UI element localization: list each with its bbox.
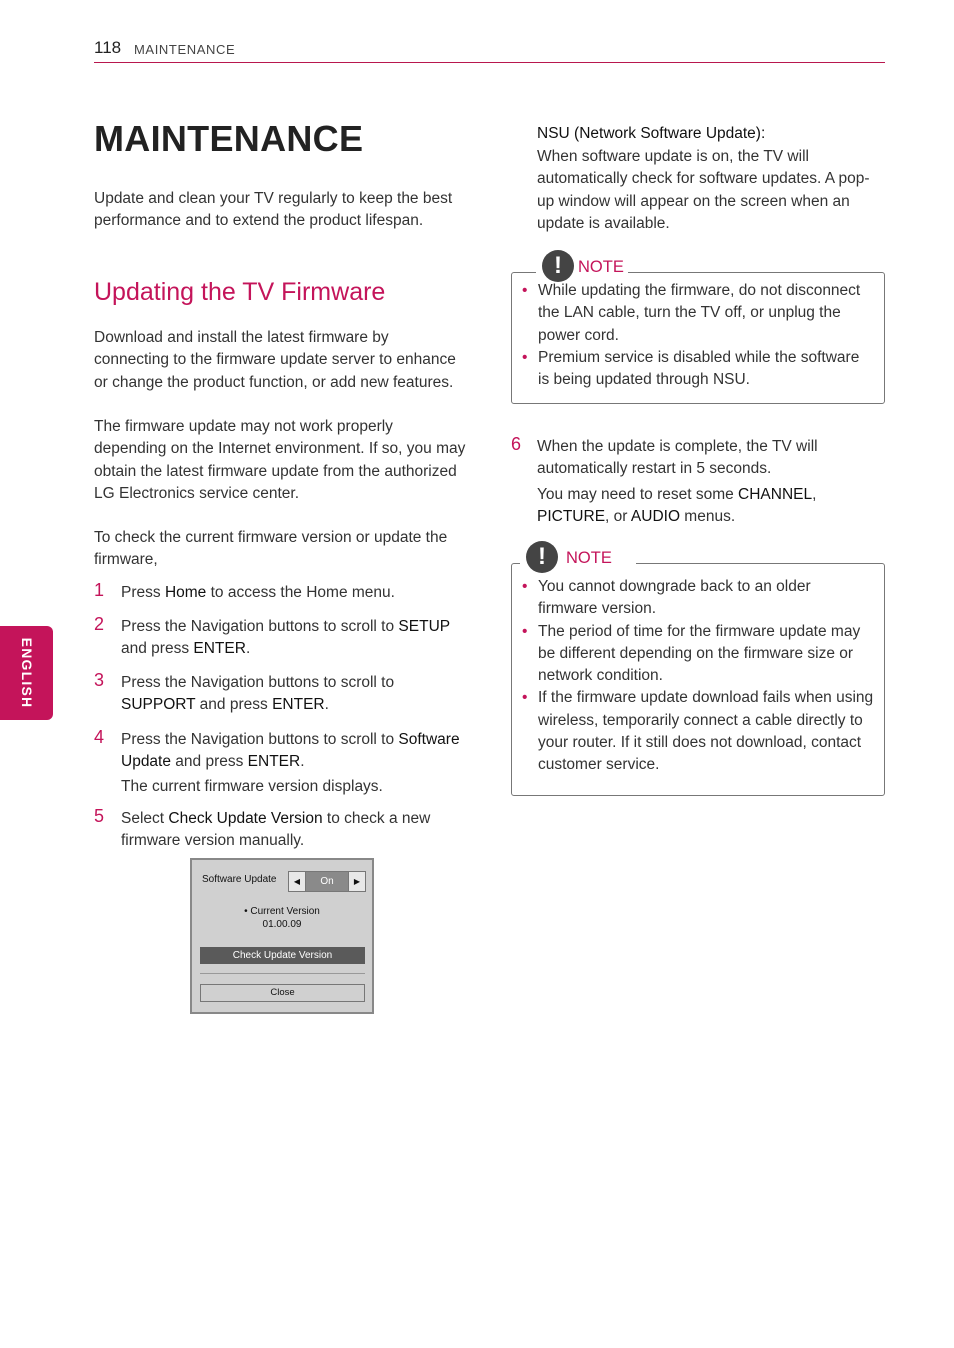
paragraph-network: The firmware update may not work properly depending on the Internet environment. If so, you may obtain the latest firmware update from the authorized LG Electronics service center. <box>94 418 466 502</box>
step-extra-text: The current firmware version displays. <box>121 777 383 795</box>
step-number: 3 <box>94 670 105 690</box>
step-text: When the update is complete, the TV will automatically restart in 5 seconds. <box>537 438 818 478</box>
language-tab-label: ENGLISH <box>18 637 35 709</box>
check-update-version-button[interactable]: Check Update Version <box>200 947 365 964</box>
note-box-2 <box>511 543 885 796</box>
bullet-icon: • <box>522 282 528 299</box>
key-enter: ENTER <box>272 696 325 714</box>
step-text: Press the Navigation buttons to scroll to SUPPORT and press ENTER. <box>121 674 395 714</box>
menu-support: SUPPORT <box>121 696 196 714</box>
header-section-title: MAINTENANCE <box>134 42 236 57</box>
bullet-icon: • <box>522 622 528 640</box>
step-6 <box>511 436 881 528</box>
bullet-icon: • <box>522 578 528 595</box>
dialog-label: Software Update <box>202 874 277 885</box>
note-item: • While updating the firmware, do not disconnect the LAN cable, turn the TV off, or unplug the power cord. <box>522 282 861 344</box>
menu-audio: AUDIO <box>630 507 680 525</box>
note-item: • Premium service is disabled while the software is being updated through NSU. <box>522 348 860 389</box>
note-header <box>520 541 636 575</box>
menu-channel: CHANNEL <box>738 485 813 503</box>
step-text: Press Home to access the Home menu. <box>121 584 395 601</box>
step-3 <box>94 672 464 717</box>
step-reset-text: You may need to reset some CHANNEL, PICTURE, or AUDIO menus. <box>537 485 817 525</box>
nsu-description: When software update is on, the TV will automatically check for software updates. A pop-up window will appear on the screen when an update is available. <box>537 148 870 232</box>
page-title: MAINTENANCE <box>94 118 364 159</box>
arrow-right-icon[interactable]: ▶ <box>348 872 365 891</box>
paragraph-download: Download and install the latest firmware by connecting to the firmware update server to enhance or change the product function, or add new features. <box>94 329 456 391</box>
step-text: Select Check Update Version to check a new firmware version manually. <box>121 810 431 850</box>
current-version-value: 01.00.09 <box>262 919 302 930</box>
menu-setup: SETUP <box>398 618 450 635</box>
key-home: Home <box>164 584 207 601</box>
key-enter: ENTER <box>193 640 246 658</box>
note-item: • If the firmware update download fails when using wireless, temporarily connect a cable directly to your router. If it still does not download, contact customer service. <box>522 689 874 774</box>
menu-software-update: Software Update <box>121 731 460 771</box>
bullet-icon: • <box>522 689 528 707</box>
language-tab <box>0 626 53 720</box>
key-enter: ENTER <box>247 753 301 771</box>
step-5 <box>94 808 464 853</box>
note-label: NOTE <box>578 258 624 276</box>
step-2 <box>94 616 464 661</box>
step-number: 1 <box>94 580 105 600</box>
step-number: 5 <box>94 806 105 826</box>
page-number: 118 <box>94 38 122 57</box>
current-version-label: • Current Version <box>244 906 320 917</box>
exclamation-circle-icon: ! <box>526 541 558 573</box>
paragraph-check-version: To check the current firmware version or update the firmware, <box>94 529 448 569</box>
note-item: • The period of time for the firmware update may be different depending on the firmware size or network condition. <box>522 622 861 685</box>
software-update-dialog <box>190 858 374 1014</box>
note-box-1 <box>511 252 885 404</box>
exclamation-circle-icon: ! <box>542 250 574 282</box>
nsu-title: NSU (Network Software Update): <box>537 125 766 142</box>
note-header <box>536 250 628 284</box>
step-number: 4 <box>94 727 105 747</box>
step-text: Press the Navigation buttons to scroll to SETUP and press ENTER. <box>121 618 450 658</box>
note-list <box>522 576 874 777</box>
menu-check-update-version: Check Update Version <box>168 810 323 827</box>
note-label: NOTE <box>566 549 612 567</box>
section-title: Updating the TV Firmware <box>94 278 386 306</box>
note-list <box>522 280 874 391</box>
selector-value: On <box>306 872 348 891</box>
step-number: 2 <box>94 614 105 634</box>
step-4 <box>94 729 464 798</box>
close-button[interactable]: Close <box>200 984 365 1002</box>
intro-paragraph: Update and clean your TV regularly to keep the best performance and to extend the product lifespan. <box>94 190 453 230</box>
step-text: Press the Navigation buttons to scroll to Software Update and press ENTER. <box>121 731 460 771</box>
step-number: 6 <box>511 434 522 454</box>
arrow-left-icon[interactable]: ◀ <box>289 872 306 891</box>
note-item: • You cannot downgrade back to an older firmware version. <box>522 578 811 618</box>
header-divider <box>94 62 885 63</box>
update-toggle-selector[interactable] <box>288 871 366 892</box>
bullet-icon: • <box>522 348 528 366</box>
step-1 <box>94 582 464 604</box>
dialog-divider <box>200 973 365 974</box>
menu-picture: PICTURE <box>537 507 606 525</box>
